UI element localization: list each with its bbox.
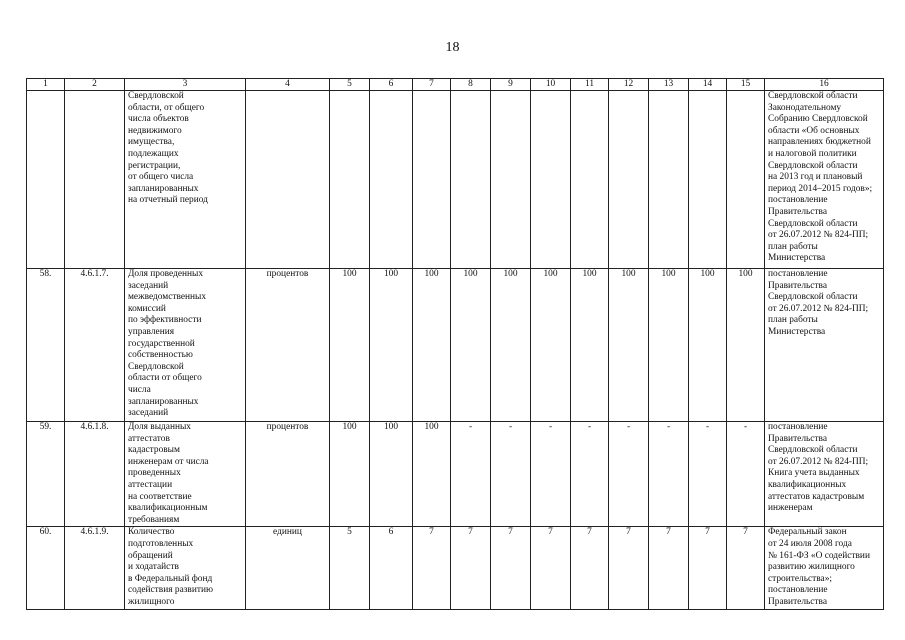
column-header: 16 [765,79,884,91]
column-header: 14 [689,79,727,91]
table-row [27,269,884,422]
column-header: 3 [125,79,246,91]
value-cell [531,91,571,269]
value-cell: 100 [649,269,689,422]
indicator-code: 4.6.1.7. [65,269,125,422]
column-header: 8 [451,79,491,91]
value-cell: 5 [330,527,370,610]
indicator-name: Доля выданных аттестатов кадастровым инженерам от числа проведенных аттестации на соответствие квалификационным требованиям [125,422,246,527]
value-cell: 100 [727,269,765,422]
value-cell [649,91,689,269]
row-number: 58. [27,269,65,422]
column-header: 2 [65,79,125,91]
indicator-code: 4.6.1.8. [65,422,125,527]
value-cell: 100 [330,269,370,422]
value-cell: 100 [370,422,413,527]
value-cell: 100 [609,269,649,422]
indicator-name: Свердловской области, от общего числа объектов недвижимого имущества, подлежащих регистрации, от общего числа запланированных на отчетный период [125,91,246,269]
value-cell: - [571,422,609,527]
page-number: 18 [445,40,460,55]
value-cell: 100 [491,269,531,422]
column-number-row [27,79,884,91]
column-header: 7 [413,79,451,91]
unit: процентов [246,269,330,422]
value-cell: 7 [451,527,491,610]
value-cell: - [491,422,531,527]
indicator-name: Количество подготовленных обращений и ходатайств в Федеральный фонд содействия развитию жилищного [125,527,246,610]
source-document: постановление Правительства Свердловской области от 26.07.2012 № 824-ПП; Книга учета выданных квалификационных аттестатов кадастровым инженерам [765,422,884,527]
value-cell [609,91,649,269]
column-header: 11 [571,79,609,91]
value-cell [413,91,451,269]
value-cell: - [689,422,727,527]
table-row [27,527,884,610]
value-cell [451,91,491,269]
value-cell: 100 [451,269,491,422]
value-cell [689,91,727,269]
row-number: 59. [27,422,65,527]
value-cell: - [531,422,571,527]
value-cell: 7 [413,527,451,610]
value-cell: - [727,422,765,527]
value-cell: - [649,422,689,527]
value-cell [491,91,531,269]
column-header: 15 [727,79,765,91]
row-number: 60. [27,527,65,610]
value-cell: - [609,422,649,527]
value-cell: 7 [689,527,727,610]
column-header: 5 [330,79,370,91]
value-cell: 100 [571,269,609,422]
value-cell: 7 [571,527,609,610]
value-cell: 7 [531,527,571,610]
source-document: Федеральный закон от 24 июля 2008 года № 161-ФЗ «О содействии развитию жилищного строительства»; постановление Правительства [765,527,884,610]
value-cell [370,91,413,269]
value-cell: 7 [609,527,649,610]
value-cell [330,91,370,269]
unit: единиц [246,527,330,610]
source-document: Свердловской области Законодательному Собранию Свердловской области «Об основных направлениях бюджетной и налоговой политики Свердловской области на 2013 год и плановый период 2014–2015 годов»; постановление Правительства Свердловской области от 26.07.2012 № 824-ПП; план работы Министерства [765,91,884,269]
column-header: 9 [491,79,531,91]
value-cell: 7 [491,527,531,610]
column-header: 1 [27,79,65,91]
value-cell: 100 [330,422,370,527]
indicators-table [26,78,884,610]
value-cell: 6 [370,527,413,610]
source-document: постановление Правительства Свердловской области от 26.07.2012 № 824-ПП; план работы Министерства [765,269,884,422]
unit: процентов [246,422,330,527]
value-cell [727,91,765,269]
value-cell: 100 [370,269,413,422]
value-cell: 100 [413,422,451,527]
value-cell: 7 [649,527,689,610]
value-cell: 100 [531,269,571,422]
table-row [27,422,884,527]
column-header: 13 [649,79,689,91]
row-number [27,91,65,269]
indicator-name: Доля проведенных заседаний межведомственных комиссий по эффективности управления государственной собственностью Свердловской области от общего числа запланированных заседаний [125,269,246,422]
unit [246,91,330,269]
column-header: 4 [246,79,330,91]
column-header: 10 [531,79,571,91]
value-cell: - [451,422,491,527]
table-row [27,91,884,269]
column-header: 12 [609,79,649,91]
indicator-code [65,91,125,269]
value-cell: 7 [727,527,765,610]
value-cell [571,91,609,269]
indicator-code: 4.6.1.9. [65,527,125,610]
value-cell: 100 [413,269,451,422]
column-header: 6 [370,79,413,91]
value-cell: 100 [689,269,727,422]
